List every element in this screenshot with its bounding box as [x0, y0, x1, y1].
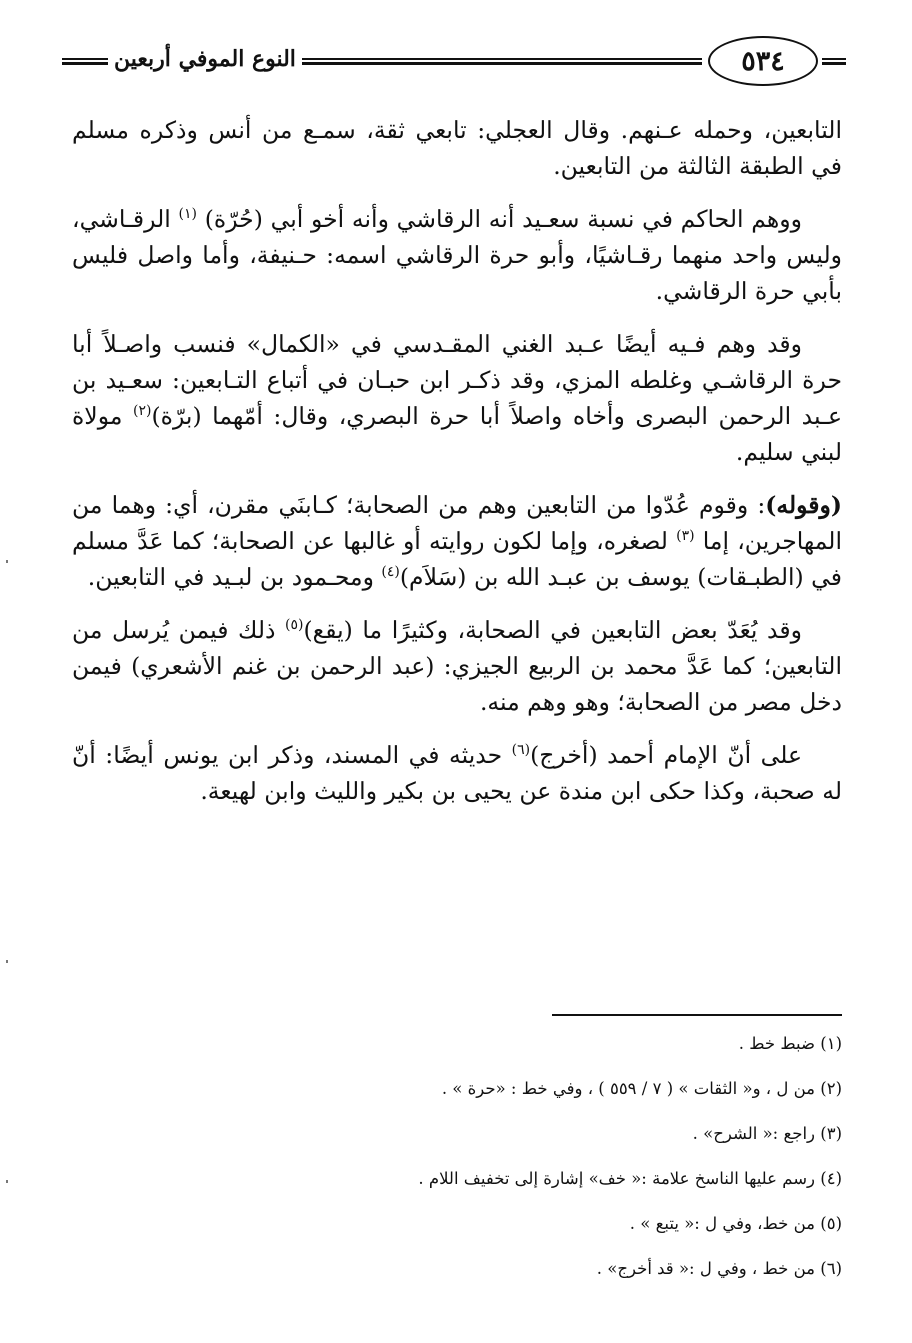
footnote-marker: (٢): [133, 403, 152, 420]
paragraph-text: ووهم الحاكم في نسبة سعـيد أنه الرقاشي وأنه أخو أبي (حُرّة): [197, 205, 802, 233]
header-rule-right: [822, 58, 846, 65]
paragraph-text: الرقـاشي، وليس واحد منهما رقـاشيًا، وأبو حرة الرقاشي اسمه: حـنيفة، وأما واصل فليس بأبي حرة الرقاشي.: [72, 205, 842, 305]
footnote-marker: (٤): [381, 564, 400, 581]
paragraph-text: وقد وهم فـيه أيضًا عـبد الغني المقـدسي في «الكمال» فنسب واصـلاً أبا حرة الرقاشـي وغلطه المزي، وقد ذكـر ابن حبـان في أتباع التـابعين: سعـيد بن عـبد الرحمن البصرى وأخاه واصلاً أبا حرة البصري، وقال: أمّهما (برّة): [72, 330, 842, 430]
footnote-marker: (٣): [676, 528, 695, 545]
header-rule-left: [62, 58, 108, 65]
body-text: [72, 112, 842, 826]
paragraph-text: التابعين، وحمله عـنهم. وقال العجلي: تابعي ثقة، سمـع من أنس وذكره مسلم في الطبقة الثالثة من التابعين.: [72, 116, 842, 180]
page-number-frame: [708, 36, 818, 86]
paragraph: [72, 112, 842, 184]
paragraph-text: وقد يُعَدّ بعض التابعين في الصحابة، وكثيرًا ما (يقع): [303, 616, 802, 644]
scan-speck: [6, 560, 8, 563]
footnote-marker: (٦): [511, 742, 531, 759]
paragraph-text: لصغره، وإما لكون روايته أو غالبها عن الصحابة؛ كما عَدَّ مسلم في (الطبـقات) يوسف بن عبـد الله بن (سَلاَم): [72, 527, 842, 591]
paragraph: [72, 487, 842, 595]
header-rule-middle: [302, 58, 702, 65]
scan-speck: [6, 960, 8, 963]
paragraph-text: على أنّ الإمام أحمد (أخرج): [530, 741, 802, 769]
footnote-2: (٢) من ل ، و« الثقات » ( ٧ / ٥٥٩ ) ، وفي خط : «حرة » .: [441, 1079, 842, 1098]
footnotes: [142, 1034, 842, 1304]
running-title: النوع الموفي أربعين: [114, 46, 296, 72]
paragraph: [72, 201, 842, 309]
page-header: [62, 36, 846, 92]
paragraph-text: حديثه في المسند، وذكر ابن يونس أيضًا: أنّ له صحبة، وكذا حكى ابن مندة عن يحيى بن بكير والليث وابن لهيعة.: [72, 741, 842, 805]
footnote-marker: (٥): [285, 617, 304, 634]
paragraph-text: : وقوم عُدّوا من التابعين وهم من الصحابة؛ كـابنَي مقرن، أي: وهما من المهاجرين، إما: [72, 491, 842, 555]
scan-speck: [6, 1180, 8, 1183]
paragraph: [72, 737, 842, 809]
footnote-marker: (١): [178, 206, 197, 223]
footnote-5: (٥) من خط، وفي ل :« يتبع » .: [629, 1214, 842, 1233]
paragraph-text: ذلك فيمن يُرسل من التابعين؛ كما عَدَّ محمد بن الربيع الجيزي: (عبد الرحمن بن غنم الأشعري) فيمن دخل مصر من الصحابة؛ وهو وهم منه.: [72, 616, 842, 716]
paragraph: [72, 326, 842, 470]
paragraph-text: ومحـمود بن لبـيد في التابعين.: [87, 563, 382, 591]
bold-term: (وقوله): [765, 491, 842, 519]
paragraph: [72, 612, 842, 720]
footnote-4: (٤) رسم عليها الناسخ علامة :« خف» إشارة إلى تخفيف اللام .: [418, 1169, 842, 1188]
footnote-separator: [552, 1014, 842, 1016]
footnote-3: (٣) راجع :« الشرح» .: [692, 1124, 842, 1143]
paragraph-text: مولاة لبني سليم.: [72, 402, 842, 466]
footnote-6: (٦) من خط ، وفي ل :« قد أخرج» .: [596, 1259, 842, 1278]
page-number: ٥٣٤: [741, 45, 785, 77]
footnote-1: (١) ضبط خط .: [738, 1034, 842, 1053]
